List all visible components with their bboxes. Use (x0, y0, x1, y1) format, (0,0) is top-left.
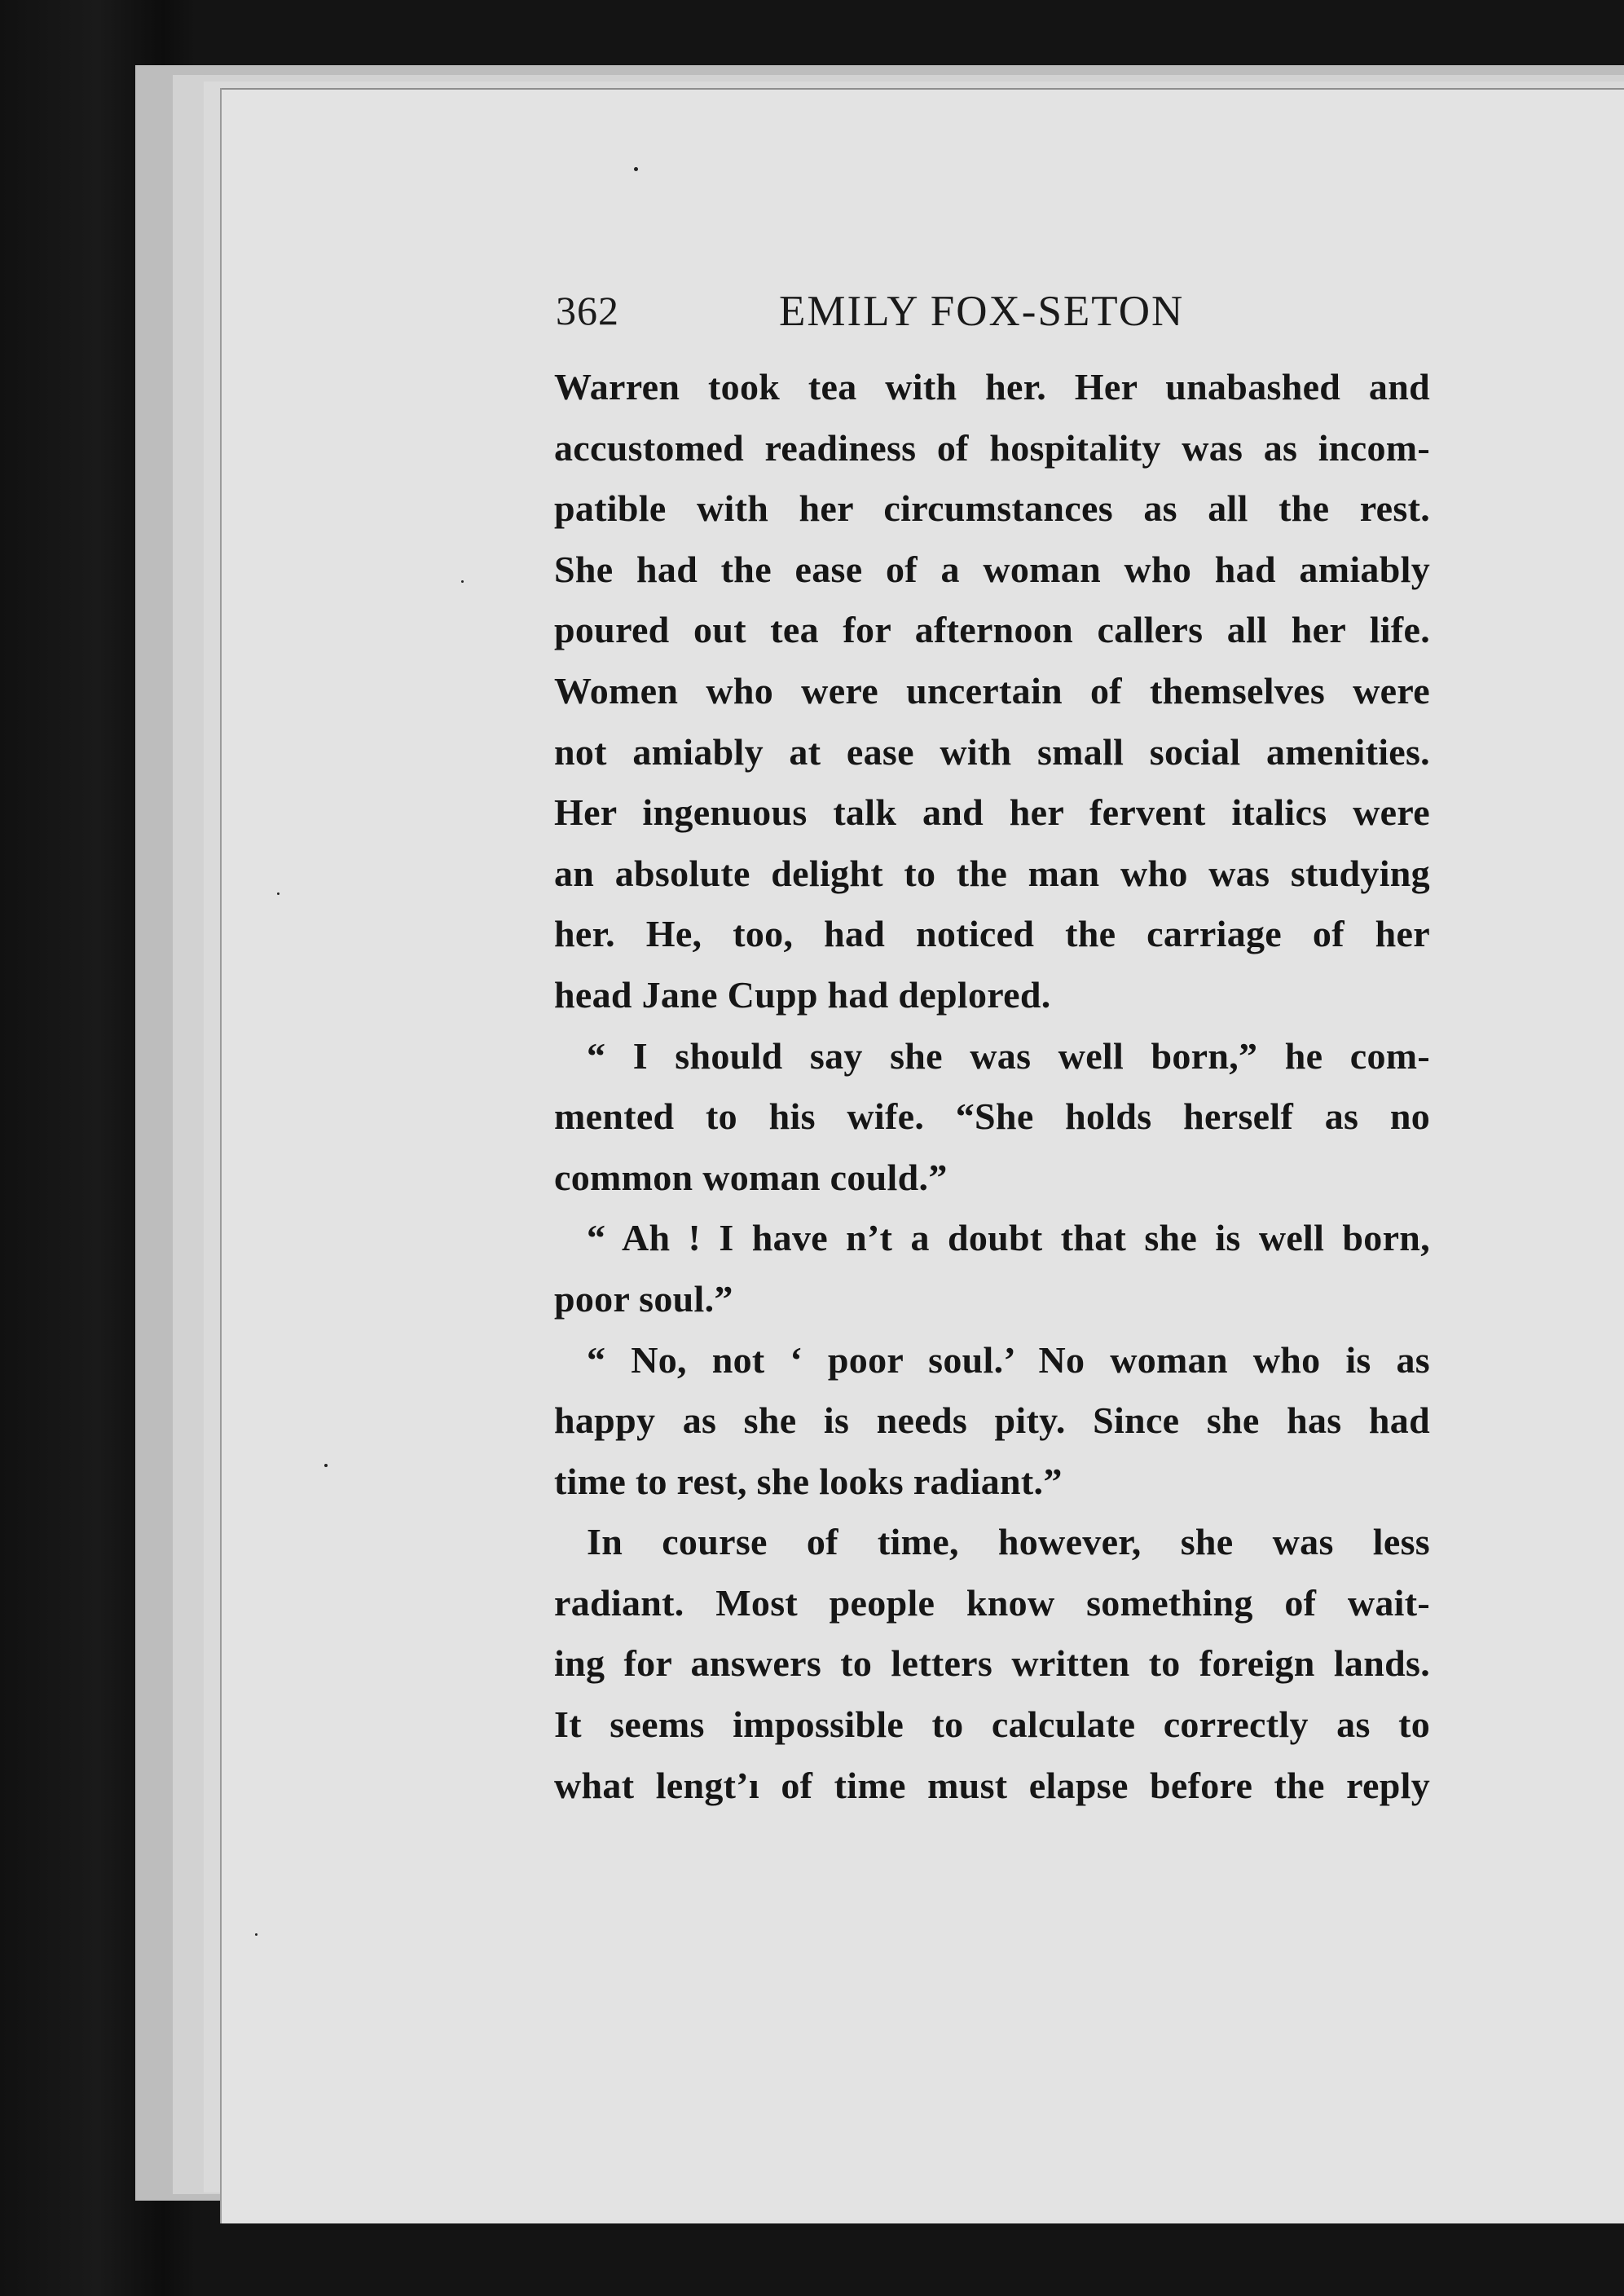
text-line: In course of time, however, she was less (587, 1521, 1430, 1563)
dust-speck (277, 892, 279, 895)
text-line: radiant. Most people know something of wait- (554, 1581, 1430, 1624)
text-line: her. He, too, had noticed the carriage of her (554, 913, 1430, 955)
text-line: accustomed readiness of hospitality was as incom- (554, 426, 1430, 469)
text-line: poured out tea for afternoon callers all her life. (554, 609, 1430, 651)
text-line: It seems impossible to calculate correctly as to (554, 1703, 1430, 1746)
text-line: She had the ease of a woman who had amiably (554, 548, 1430, 590)
running-title: EMILY FOX-SETON (779, 288, 1185, 335)
text-line: “ Ah ! I have n’t a doubt that she is well born, (587, 1217, 1430, 1259)
text-line: Women who were uncertain of themselves were (554, 669, 1430, 712)
page-header (556, 287, 1436, 352)
text-line: poor soul.” (554, 1277, 733, 1320)
page-number: 362 (556, 288, 619, 333)
text-line: patible with her circumstances as all the rest. (554, 487, 1430, 530)
paragraph (554, 357, 1430, 1026)
dust-speck (324, 1464, 328, 1467)
text-line: head Jane Cupp had deplored. (554, 973, 1051, 1016)
paragraph (554, 1512, 1430, 1816)
text-line: “ No, not ‘ poor soul.’ No woman who is as (587, 1338, 1430, 1381)
text-line: Her ingenuous talk and her fervent italics were (554, 791, 1430, 834)
paragraph (554, 1026, 1430, 1209)
text-line: ing for answers to letters written to foreign lands. (554, 1642, 1430, 1685)
dust-speck (461, 580, 464, 583)
paragraph (554, 1208, 1430, 1329)
text-line: time to rest, she looks radiant.” (554, 1460, 1063, 1502)
text-line: happy as she is needs pity. Since she has had (554, 1399, 1430, 1442)
text-line: Warren took tea with her. Her unabashed and (554, 366, 1430, 408)
text-line: common woman could.” (554, 1156, 948, 1198)
text-line: “ I should say she was well born,” he com- (587, 1034, 1430, 1077)
text-line: an absolute delight to the man who was studying (554, 852, 1430, 894)
paragraph (554, 1330, 1430, 1513)
text-line: what lengt’ı of time must elapse before the reply (554, 1764, 1430, 1806)
dust-speck (255, 1933, 257, 1936)
body-text (554, 357, 1430, 1816)
text-line: not amiably at ease with small social amenities. (554, 730, 1430, 773)
dust-speck (634, 167, 638, 171)
text-line: mented to his wife. “She holds herself as no (554, 1095, 1430, 1138)
